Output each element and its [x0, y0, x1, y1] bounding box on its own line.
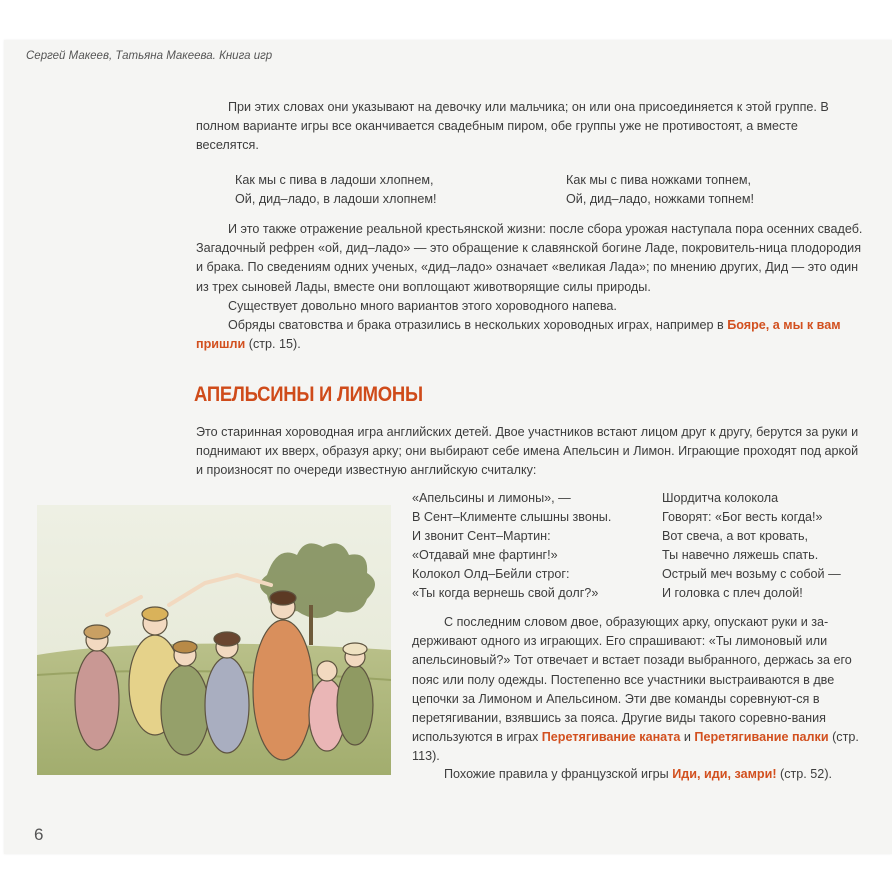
song-line: Ой, дид–ладо, ножками топнем! [566, 192, 755, 206]
rhyme-line: Говорят: «Бог весть когда!» [662, 510, 823, 524]
intro-paragraph-2: И это также отражение реальной крестьянской жизни: после сбора урожая наступала пора осенних свадеб. Загадочный рефрен «ой, дид–ладо» — это обращение к славянской богине Ладе, покровитель-ница плодородия и брака. По сведениям одних ученых, «дид–ладо» означает «великая Лада»; по мнению других, Дид — это один из трех сыновей Лады, вместе они воплощают животворящие силы природы. [196, 222, 863, 294]
paragraph-text: (стр. 113). [412, 730, 859, 764]
rhyme-line: И головка с плеч долой! [662, 586, 803, 600]
paragraph-text: Обряды сватовства и брака отразились в нескольких хороводных играх, например в [228, 318, 728, 332]
song-line: Как мы с пива в ладоши хлопнем, [235, 173, 434, 187]
rhyme-line: В Сент–Клименте слышны звоны. [412, 510, 612, 524]
section-title: АПЕЛЬСИНЫ И ЛИМОНЫ [194, 383, 423, 406]
intro-paragraph-4 [196, 316, 864, 354]
page-number: 6 [34, 825, 44, 844]
paragraph-text: (стр. 15). [245, 337, 301, 352]
intro-paragraph-3: Существует довольно много вариантов этого хороводного напева. [228, 299, 617, 313]
children-dancing-illustration [37, 505, 391, 775]
rhyme-line: «Ты когда вернешь свой долг?» [412, 586, 599, 600]
rhyme-line: Острый меч возьму с собой — [662, 567, 841, 581]
paragraph-text: и [680, 730, 695, 745]
running-header: Сергей Макеев, Татьяна Макеева. Книга игр [26, 50, 273, 62]
rhyme-line: Ты навечно ляжешь спать. [662, 548, 819, 562]
paragraph-text: (стр. 52). [776, 767, 833, 781]
rhyme-line: Шордитча колокола [662, 491, 779, 505]
paragraph-text: Похожие правила у французской игры [444, 767, 673, 781]
song-line: Ой, дид–ладо, в ладоши хлопнем! [235, 192, 437, 206]
rhyme-right-column [662, 489, 841, 603]
song-verse-left [235, 171, 437, 209]
game-reference-link[interactable]: Перетягивание палки [694, 730, 829, 745]
paragraph-text: С последним словом двое, образующих арку, опускают руки и за-держивают одного из играющих. Его спрашивают: «Ты лимоновый или апельсиновый?» Тот отвечает и встает позади выбранного, держась за его пояс или полу одежды. Постепенно все участники выстраиваются в две цепочки за Лимоном и Апельсином. Эти две команды соревнуют-ся в перетягивании, взявшись за пояса. Другие виды такого соревно-вания используются в играх [412, 615, 852, 745]
game-reference-link[interactable]: Бояре, а мы к вам пришли [196, 318, 841, 352]
game-reference-link[interactable]: Иди, иди, замри! [672, 767, 777, 781]
section-paragraph-1: Это старинная хороводная игра английских детей. Двое участников встают лицом друг к другу, берутся за руки и поднимают их вверх, образуя арку; они выбирают себе имена Апельсин и Лимон. Играющие проходят под аркой и произносят по очереди известную английскую считалку: [196, 425, 859, 478]
section-paragraph-2 [412, 613, 864, 767]
intro-paragraph-1: При этих словах они указывают на девочку или мальчика; он или она присоединяется к этой группе. В полном варианте игры все оканчивается свадебным пиром, обе группы уже не противостоят, а вместе веселятся. [196, 100, 829, 153]
rhyme-left-column [412, 489, 611, 603]
book-page [4, 40, 892, 854]
rhyme-line: И звонит Сент–Мартин: [412, 529, 551, 543]
rhyme-line: «Апельсины и лимоны», — [412, 491, 571, 505]
rhyme-line: Вот свеча, а вот кровать, [662, 529, 809, 543]
song-line: Как мы с пива ножками топнем, [566, 173, 752, 187]
section-paragraph-3 [412, 765, 872, 784]
game-reference-link[interactable]: Перетягивание каната [541, 730, 681, 745]
rhyme-line: Колокол Олд–Бейли строг: [412, 567, 570, 581]
rhyme-line: «Отдавай мне фартинг!» [412, 548, 558, 562]
song-verse-right [566, 171, 754, 209]
